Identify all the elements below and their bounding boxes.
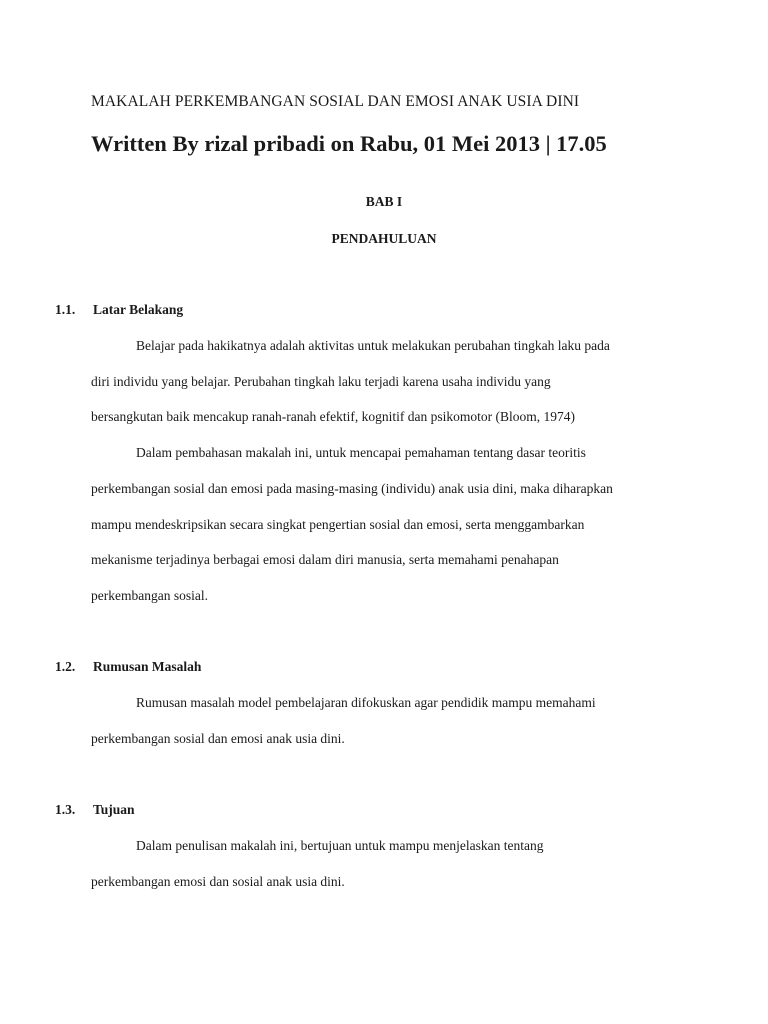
paragraph-line: mekanisme terjadinya berbagai emosi dalam diri manusia, serta memahami penahapan [91, 552, 559, 567]
paragraph-line: perkembangan emosi dan sosial anak usia dini. [91, 874, 345, 889]
paragraph-line: perkembangan sosial. [91, 588, 208, 603]
section-heading-latar-belakang [55, 302, 183, 318]
section-title: Tujuan [93, 802, 135, 817]
paragraph-line: mampu mendeskripsikan secara singkat pengertian sosial dan emosi, serta menggambarkan [91, 517, 585, 532]
section-title: Latar Belakang [93, 302, 184, 317]
section-number: 1.1. [55, 302, 76, 317]
paragraph-line: Dalam penulisan makalah ini, bertujuan untuk mampu menjelaskan tentang [136, 838, 544, 853]
section-title: Rumusan Masalah [93, 659, 202, 674]
section-number: 1.3. [55, 802, 76, 817]
paragraph-line: perkembangan sosial dan emosi pada masing-masing (individu) anak usia dini, maka diharapkan [91, 481, 613, 496]
section-heading-rumusan-masalah [55, 659, 201, 675]
paragraph-line: Dalam pembahasan makalah ini, untuk mencapai pemahaman tentang dasar teoritis [136, 445, 586, 460]
chapter-number: BAB I [365, 194, 403, 209]
paragraph-line: Rumusan masalah model pembelajaran difokuskan agar pendidik mampu memahami [136, 695, 596, 710]
paragraph-line: bersangkutan baik mencakup ranah-ranah efektif, kognitif dan psikomotor (Bloom, 1974) [91, 409, 575, 424]
document-title: MAKALAH PERKEMBANGAN SOSIAL DAN EMOSI ANAK USIA DINI [91, 93, 580, 110]
paragraph-line: perkembangan sosial dan emosi anak usia dini. [91, 731, 345, 746]
paragraph-line: Belajar pada hakikatnya adalah aktivitas untuk melakukan perubahan tingkah laku pada [136, 338, 610, 353]
chapter-title: PENDAHULUAN [331, 231, 437, 246]
author-byline: Written By rizal pribadi on Rabu, 01 Mei 2013 | 17.05 [91, 131, 607, 156]
paragraph-line: diri individu yang belajar. Perubahan tingkah laku terjadi karena usaha individu yang [91, 374, 551, 389]
section-heading-tujuan [55, 802, 135, 818]
section-number: 1.2. [55, 659, 76, 674]
